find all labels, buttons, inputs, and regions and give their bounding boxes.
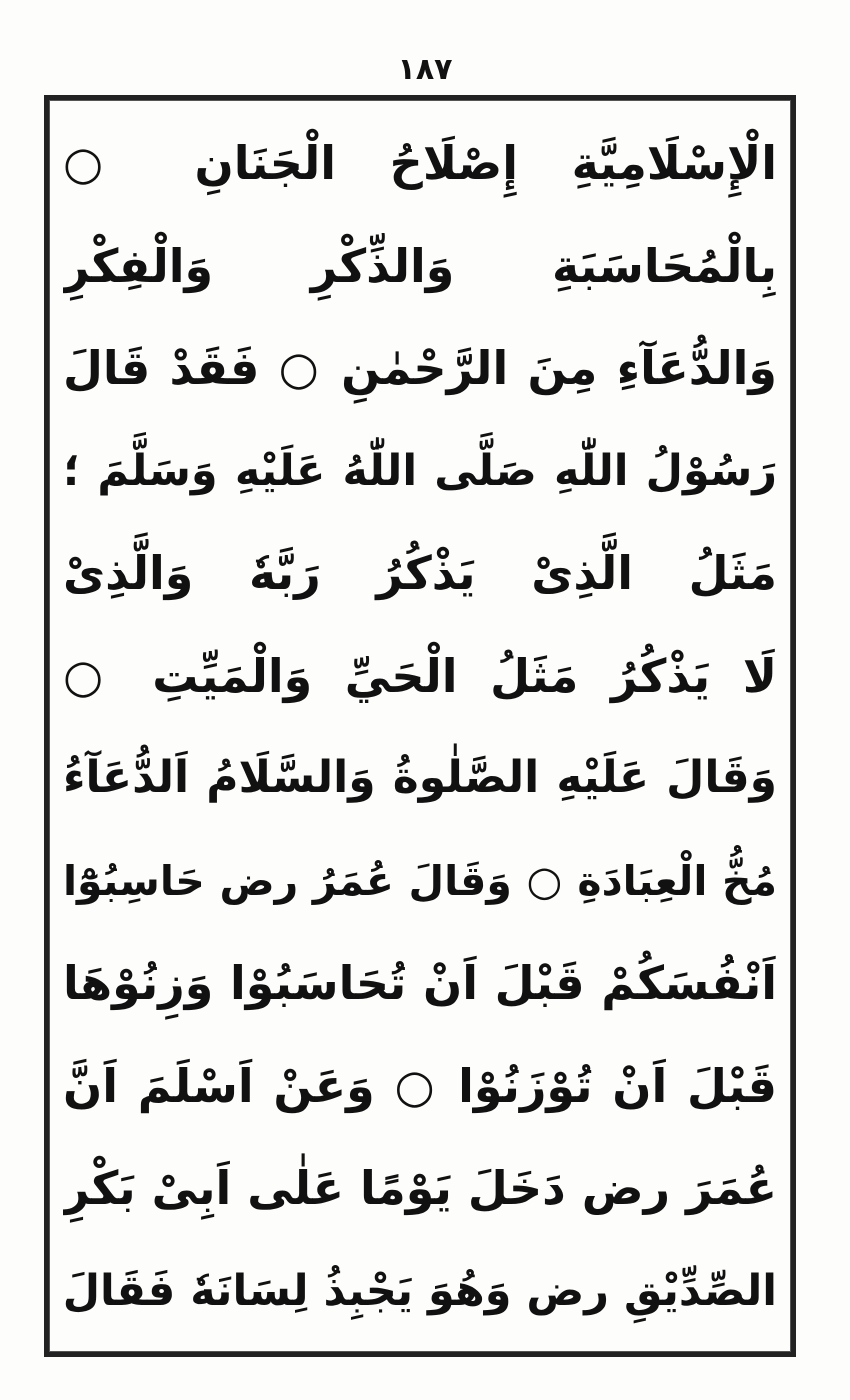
text-line: وَالدُّعَآءِ مِنَ الرَّحْمٰنِ ○ فَقَدْ قَالَ xyxy=(63,341,777,396)
text-body xyxy=(63,114,777,1342)
text-line: رَسُوْلُ اللّٰهِ صَلَّى اللّٰهُ عَلَيْهِ وَسَلَّمَ ؛ xyxy=(63,445,777,496)
text-line: الْإِسْلَامِيَّةِ إِصْلَاحُ الْجَنَانِ ○ xyxy=(63,136,777,190)
text-line: مَثَلُ الَّذِىْ يَذْكُرُ رَبَّهٗ وَالَّذِىْ xyxy=(63,546,777,601)
text-line: وَقَالَ عَلَيْهِ الصَّلٰوةُ وَالسَّلَامُ اَلدُّعَآءُ xyxy=(63,752,777,804)
text-line: اَنْفُسَكُمْ قَبْلَ اَنْ تُحَاسَبُوْا وَزِنُوْهَا xyxy=(63,956,777,1011)
page-number: ۱۸۷ xyxy=(397,52,453,87)
text-line: قَبْلَ اَنْ تُوْزَنُوْا ○ وَعَنْ اَسْلَمَ اَنَّ xyxy=(63,1058,777,1113)
text-line: الصِّدِّيْقِ رض وَهُوَ يَجْبِذُ لِسَانَهٗ فَقَالَ xyxy=(63,1265,777,1316)
text-line: بِالْمُحَاسَبَةِ وَالذِّكْرِ وَالْفِكْرِ xyxy=(63,238,777,293)
text-line: مُخُّ الْعِبَادَةِ ○ وَقَالَ عُمَرُ رض حَاسِبُوْٓا xyxy=(63,856,777,905)
text-line: عُمَرَ رض دَخَلَ يَوْمًا عَلٰى اَبِىْ بَكْرِ xyxy=(63,1161,777,1216)
text-frame xyxy=(44,95,796,1357)
text-line: لَا يَذْكُرُ مَثَلُ الْحَيِّ وَالْمَيِّتِ ○ xyxy=(63,648,777,703)
